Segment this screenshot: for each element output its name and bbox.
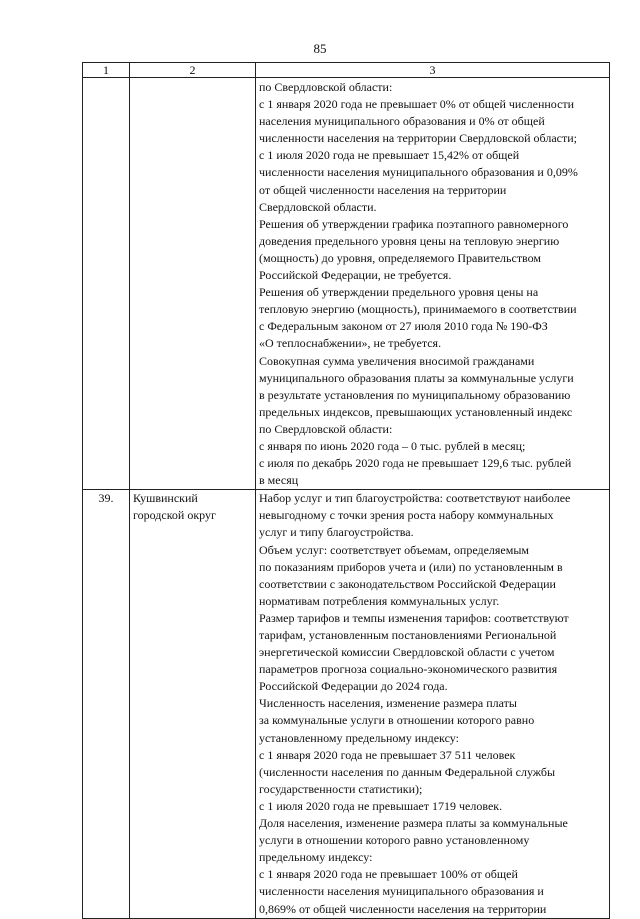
- text-line: численности населения муниципального образования и 0,09%: [259, 165, 578, 180]
- text-line: «О теплоснабжении», не требуется.: [259, 336, 442, 351]
- municipality-name: [130, 490, 256, 918]
- text-line: муниципального образования платы за коммунальные услуги: [259, 370, 574, 385]
- text-line: невыгодному с точки зрения роста набору коммунальных: [259, 508, 554, 523]
- text-line: с 1 июля 2020 года не превышает 15,42% от общей: [259, 148, 520, 163]
- table-row: [83, 78, 610, 490]
- text-line: тепловую энергию (мощность), принимаемого в соответствии: [259, 302, 577, 317]
- text-line: населения муниципального образования и 0% от общей: [259, 114, 545, 129]
- text-line: Российской Федерации до 2024 года.: [259, 679, 448, 694]
- header-cell-1: 1: [83, 63, 130, 78]
- text-line: Доля населения, изменение размера платы за коммунальные: [259, 816, 568, 831]
- header-cell-3: 3: [256, 63, 610, 78]
- text-line: услуг и типу благоустройства.: [259, 525, 414, 540]
- text-line: с 1 января 2020 года не превышает 0% от общей численности: [259, 97, 575, 112]
- text-line: доведения предельного уровня цены на тепловую энергию: [259, 233, 560, 248]
- text-line: Размер тарифов и темпы изменения тарифов: соответствуют: [259, 610, 569, 625]
- text-line: Решения об утверждении графика поэтапного равномерного: [259, 216, 569, 231]
- text-line: с 1 января 2020 года не превышает 100% от общей: [259, 867, 518, 882]
- municipality-name: [130, 78, 256, 490]
- text-line: с 1 июля 2020 года не превышает 1719 человек.: [259, 798, 503, 813]
- row-number: 39.: [83, 490, 130, 918]
- text-line: Объем услуг: соответствует объемам, определяемым: [259, 542, 530, 557]
- text-line: (мощность) до уровня, определяемого Правительством: [259, 250, 542, 265]
- text-line: Решения об утверждении предельного уровня цены на: [259, 285, 539, 300]
- text-line: Совокупная сумма увеличения вносимой гражданами: [259, 353, 535, 368]
- text-line: по Свердловской области:: [259, 80, 393, 94]
- text-line: в месяц: [259, 473, 299, 488]
- text-line: в результате установления по муниципальному образованию: [259, 387, 571, 402]
- text-line: Набор услуг и тип благоустройства: соответствуют наиболее: [259, 491, 571, 506]
- row-description: [256, 490, 610, 918]
- text-line: с июля по декабрь 2020 года не превышает 129,6 тыс. рублей: [259, 456, 572, 471]
- table-header-row: [83, 63, 610, 78]
- text-line: (численности населения по данным Федеральной службы: [259, 764, 556, 779]
- text-line: с Федеральным законом от 27 июля 2010 года № 190-ФЗ: [259, 319, 548, 334]
- text-line: по показаниям приборов учета и (или) по установленным в: [259, 559, 563, 574]
- page-number: 85: [313, 41, 327, 56]
- text-line: услуги в отношении которого равно установленному: [259, 833, 530, 848]
- text-line: численности населения на территории Свердловской области;: [259, 131, 577, 146]
- text-line: Свердловской области.: [259, 199, 377, 214]
- row-number: [83, 78, 130, 490]
- row-description: [256, 78, 610, 490]
- text-line: по Свердловской области:: [259, 421, 393, 436]
- text-line: с 1 января 2020 года не превышает 37 511 человек: [259, 747, 516, 762]
- text-line: энергетической комиссии Свердловской области с учетом: [259, 645, 555, 660]
- text-line: за коммунальные услуги в отношении которого равно: [259, 713, 535, 728]
- text-line: Российской Федерации, не требуется.: [259, 268, 452, 283]
- text-line: нормативам потребления коммунальных услуг.: [259, 593, 500, 608]
- text-line: с января по июнь 2020 года – 0 тыс. рублей в месяц;: [259, 438, 526, 453]
- text-line: от общей численности населения на территории: [259, 182, 507, 197]
- text-line: соответствии с законодательством Российской Федерации: [259, 576, 556, 591]
- text-line: предельному индексу:: [259, 850, 373, 865]
- text-line: государственности статистики);: [259, 781, 423, 796]
- text-line: параметров прогноза социально-экономического развития: [259, 662, 558, 677]
- text-line: 0,869% от общей численности населения на территории: [259, 901, 547, 916]
- name-line: городской округ: [133, 508, 216, 523]
- text-line: численности населения муниципального образования и: [259, 884, 544, 899]
- name-line: Кушвинский: [133, 491, 198, 506]
- header-cell-2: 2: [130, 63, 256, 78]
- text-line: Численность населения, изменение размера платы: [259, 696, 517, 711]
- text-line: установленному предельному индексу:: [259, 730, 459, 745]
- document-table: [82, 62, 610, 919]
- text-line: тарифам, установленным постановлениями Региональной: [259, 628, 557, 642]
- text-line: предельных индексов, превышающих установленный индекс: [259, 404, 573, 419]
- table-row: [83, 490, 610, 918]
